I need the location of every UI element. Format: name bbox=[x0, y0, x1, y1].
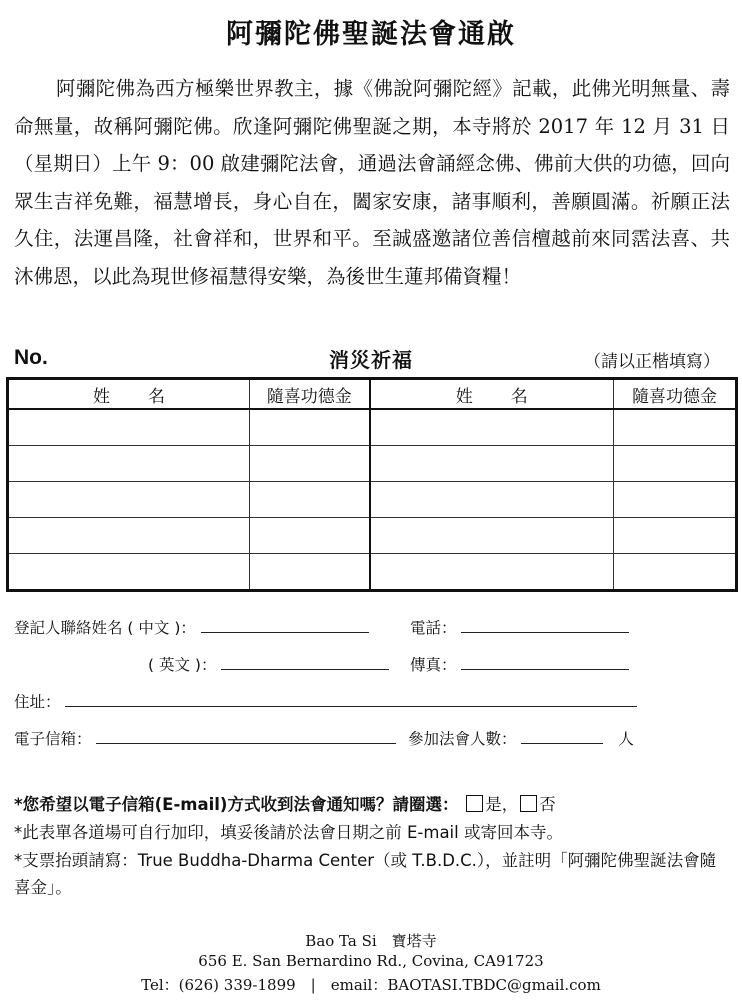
email-field[interactable] bbox=[96, 729, 396, 744]
contact-cn-label: 登記人聯絡姓名 ( 中文 )： bbox=[14, 619, 196, 637]
email-question: *您希望以電子信箱(E-mail)方式收到法會通知嗎？請圈選： bbox=[14, 795, 459, 814]
donation-cell[interactable] bbox=[614, 409, 737, 446]
address-field[interactable] bbox=[65, 692, 637, 707]
name-cell[interactable] bbox=[8, 554, 250, 591]
name-cell[interactable] bbox=[370, 554, 614, 591]
donation-cell[interactable] bbox=[614, 446, 737, 482]
name-cell[interactable] bbox=[370, 482, 614, 518]
header-name-1: 姓名 bbox=[8, 379, 250, 410]
phone-label: 電話： bbox=[410, 619, 457, 637]
note-cheque: *支票抬頭請寫：True Buddha-Dharma Center（或 T.B.D.C.），並註明「阿彌陀佛聖誕法會隨喜金」。 bbox=[14, 851, 717, 897]
name-cell[interactable] bbox=[8, 482, 250, 518]
email-row bbox=[14, 727, 396, 749]
fax-field[interactable] bbox=[461, 655, 629, 670]
no-label: 否 bbox=[539, 795, 556, 814]
contact-en-row bbox=[148, 653, 389, 675]
name-cell[interactable] bbox=[370, 518, 614, 554]
attendees-unit: 人 bbox=[618, 730, 634, 748]
table-row bbox=[8, 482, 737, 518]
contact-cn-field[interactable] bbox=[201, 618, 369, 633]
phone-field[interactable] bbox=[461, 618, 629, 633]
blessing-table bbox=[6, 377, 738, 592]
attendees-label: 參加法會人數： bbox=[408, 730, 517, 748]
donation-cell[interactable] bbox=[614, 482, 737, 518]
page-title: 阿彌陀佛聖誕法會通啟 bbox=[226, 19, 516, 50]
name-cell[interactable] bbox=[8, 446, 250, 482]
contact-en-field[interactable] bbox=[221, 655, 389, 670]
contact-en-label: ( 英文 )： bbox=[148, 656, 217, 674]
yes-label: 是， bbox=[485, 795, 519, 814]
name-cell[interactable] bbox=[8, 409, 250, 446]
address-row bbox=[14, 690, 637, 712]
contact-cn-row bbox=[14, 616, 369, 638]
address-label: 住址： bbox=[14, 693, 61, 711]
donation-cell[interactable] bbox=[250, 518, 370, 554]
name-cell[interactable] bbox=[8, 518, 250, 554]
donation-cell[interactable] bbox=[250, 554, 370, 591]
table-row bbox=[8, 554, 737, 591]
table-header-row bbox=[8, 379, 737, 410]
announcement-paragraph: 阿彌陀佛為西方極樂世界教主，據《佛說阿彌陀經》記載，此佛光明無量、壽命無量，故稱阿彌陀佛。欣逢阿彌陀佛聖誕之期，本寺將於 2017 年 12 月 31 日（星期日）上午 9：00 啟建彌陀法會，通過法會誦經念佛、佛前大供的功德，回向眾生吉祥免難，福慧增長，身心自在，闔家安康，諸事順利，善願圓滿。祈願正法久住，法運昌隆，社會祥和，世界和平。至誠盛邀諸位善信檀越前來同霑法喜、共沐佛恩，以此為現世修福慧得安樂，為後世生蓮邦備資糧！ bbox=[14, 77, 730, 288]
table-title: 消災祈福 bbox=[329, 348, 413, 372]
donation-cell[interactable] bbox=[614, 554, 737, 591]
temple-contact: Tel：(626) 339-1899 | email：BAOTASI.TBDC@gmail.com bbox=[141, 976, 601, 994]
donation-cell[interactable] bbox=[614, 518, 737, 554]
donation-cell[interactable] bbox=[250, 482, 370, 518]
fax-row bbox=[410, 653, 629, 675]
phone-row bbox=[410, 616, 629, 638]
serial-number-label: No. bbox=[14, 346, 48, 369]
attendees-row bbox=[408, 727, 634, 749]
no-checkbox[interactable] bbox=[520, 795, 537, 812]
note-print: *此表單各道場可自行加印，填妥後請於法會日期之前 E-mail 或寄回本寺。 bbox=[14, 823, 563, 842]
temple-name: Bao Ta Si 寶塔寺 bbox=[305, 932, 437, 950]
header-name-2: 姓名 bbox=[370, 379, 614, 410]
temple-address: 656 E. San Bernardino Rd., Covina, CA91723 bbox=[198, 952, 544, 970]
name-cell[interactable] bbox=[370, 409, 614, 446]
donation-cell[interactable] bbox=[250, 409, 370, 446]
table-note: （請以正楷填寫） bbox=[584, 352, 720, 372]
name-cell[interactable] bbox=[370, 446, 614, 482]
email-question-row bbox=[14, 791, 730, 818]
donation-cell[interactable] bbox=[250, 446, 370, 482]
header-donation-1: 隨喜功德金 bbox=[250, 379, 370, 410]
yes-checkbox[interactable] bbox=[466, 795, 483, 812]
attendees-field[interactable] bbox=[521, 729, 603, 744]
email-label: 電子信箱： bbox=[14, 730, 92, 748]
fax-label: 傳真： bbox=[410, 656, 457, 674]
table-row bbox=[8, 409, 737, 446]
header-donation-2: 隨喜功德金 bbox=[614, 379, 737, 410]
table-row bbox=[8, 518, 737, 554]
table-row bbox=[8, 446, 737, 482]
